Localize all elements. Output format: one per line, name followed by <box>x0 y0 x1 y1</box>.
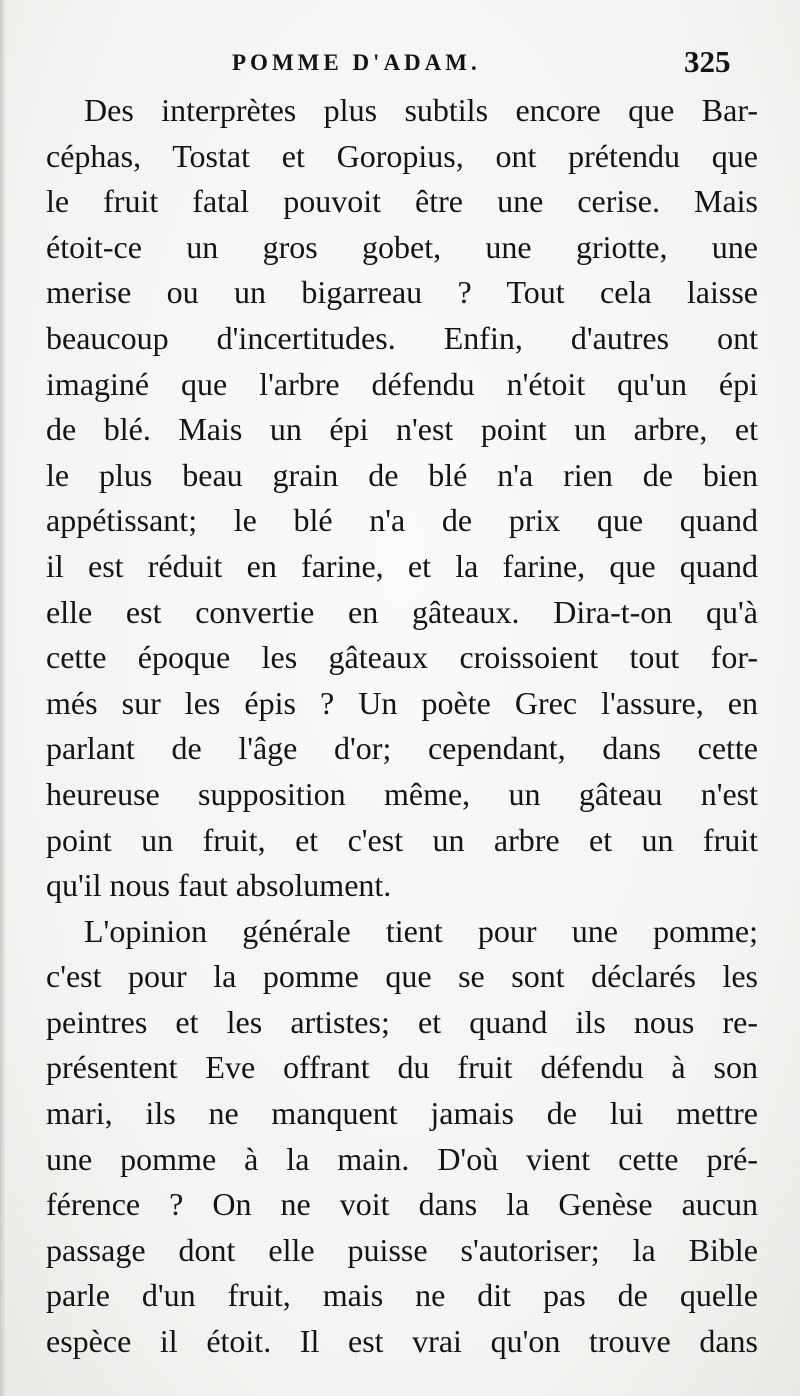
text-line: parlant de l'âge d'or; cependant, dans cette <box>46 730 758 767</box>
text-line: appétissant; le blé n'a de prix que quand <box>46 502 758 539</box>
text-line: étoit-ce un gros gobet, une griotte, une <box>46 228 758 265</box>
text-line: beaucoup d'incertitudes. Enfin, d'autres ont <box>46 319 758 356</box>
text-line: Des interprètes plus subtils encore que Bar- <box>84 92 758 128</box>
text-line: parle d'un fruit, mais ne dit pas de quelle <box>46 1277 758 1314</box>
text-line: passage dont elle puisse s'autoriser; la Bible <box>46 1231 758 1268</box>
text-line: de blé. Mais un épi n'est point un arbre, et <box>46 411 758 448</box>
page-number: 325 <box>684 44 731 79</box>
text-line: le fruit fatal pouvoit être une cerise. Mais <box>46 183 758 220</box>
text-line: més sur les épis ? Un poète Grec l'assure, en <box>46 684 758 721</box>
page-header <box>0 44 800 84</box>
text-line: heureuse supposition même, un gâteau n'est <box>46 775 758 812</box>
text-line: présentent Eve offrant du fruit défendu à son <box>46 1049 758 1086</box>
text-line: merise ou un bigarreau ? Tout cela laisse <box>46 274 758 311</box>
body-text <box>46 88 758 1365</box>
text-line: cette époque les gâteaux croissoient tout for- <box>46 639 758 676</box>
running-title: POMME D'ADAM. <box>232 50 481 75</box>
text-line: L'opinion générale tient pour une pomme; <box>84 912 758 949</box>
text-line: mari, ils ne manquent jamais de lui mettre <box>46 1095 758 1132</box>
text-line: une pomme à la main. D'où vient cette pré- <box>46 1140 758 1177</box>
text-line: férence ? On ne voit dans la Genèse aucun <box>46 1186 758 1223</box>
text-line: qu'il nous faut absolument. <box>46 867 392 904</box>
text-line: il est réduit en farine, et la farine, que quand <box>46 547 758 584</box>
text-line: c'est pour la pomme que se sont déclarés les <box>46 958 758 995</box>
text-line: imaginé que l'arbre défendu n'étoit qu'un épi <box>46 365 758 402</box>
text-line: elle est convertie en gâteaux. Dira-t-on qu'à <box>46 593 758 630</box>
paragraph-1 <box>46 88 758 909</box>
text-line: céphas, Tostat et Goropius, ont prétendu que <box>46 137 758 174</box>
text-line: espèce il étoit. Il est vrai qu'on trouve dans <box>46 1323 758 1360</box>
text-line: peintres et les artistes; et quand ils nous re- <box>46 1003 758 1040</box>
page-edge-shadow <box>0 0 6 1396</box>
paragraph-2 <box>46 909 758 1365</box>
text-line: point un fruit, et c'est un arbre et un fruit <box>46 821 758 858</box>
text-line: le plus beau grain de blé n'a rien de bien <box>46 456 758 493</box>
